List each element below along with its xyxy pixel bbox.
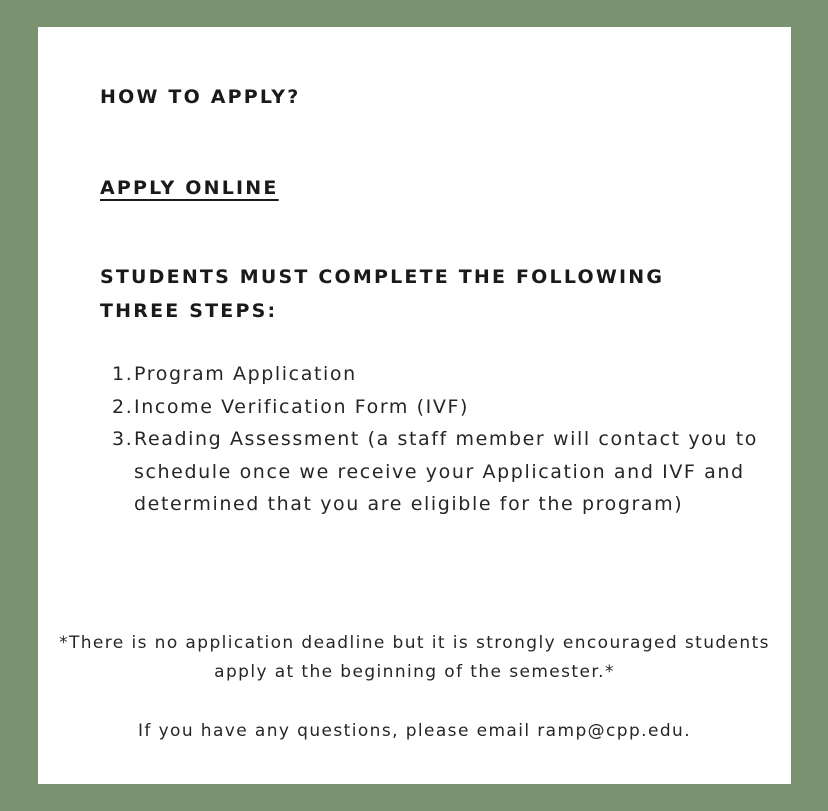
step-text: Program Application (134, 363, 357, 385)
step-number: 1. (112, 363, 134, 385)
steps-heading: STUDENTS MUST COMPLETE THE FOLLOWING THREE STEPS: (100, 266, 665, 322)
deadline-note: *There is no application deadline but it is strongly encouraged students apply at the beginning of the semester.* (59, 633, 770, 682)
step-text: Reading Assessment (a staff member will contact you to schedule once we receive your Application and IVF and determined that you are eligible for the program) (134, 428, 758, 515)
step-item (112, 391, 772, 424)
info-card (38, 27, 791, 784)
step-item (112, 358, 772, 391)
step-number: 2. (112, 395, 134, 418)
step-number: 3. (112, 428, 134, 450)
steps-list (112, 358, 772, 521)
step-text: Income Verification Form (IVF) (134, 395, 470, 418)
step-item (112, 423, 772, 521)
page-title: HOW TO APPLY? (100, 86, 301, 108)
contact-note: If you have any questions, please email ramp@cpp.edu. (137, 721, 692, 741)
apply-online-link[interactable]: APPLY ONLINE (100, 177, 279, 199)
